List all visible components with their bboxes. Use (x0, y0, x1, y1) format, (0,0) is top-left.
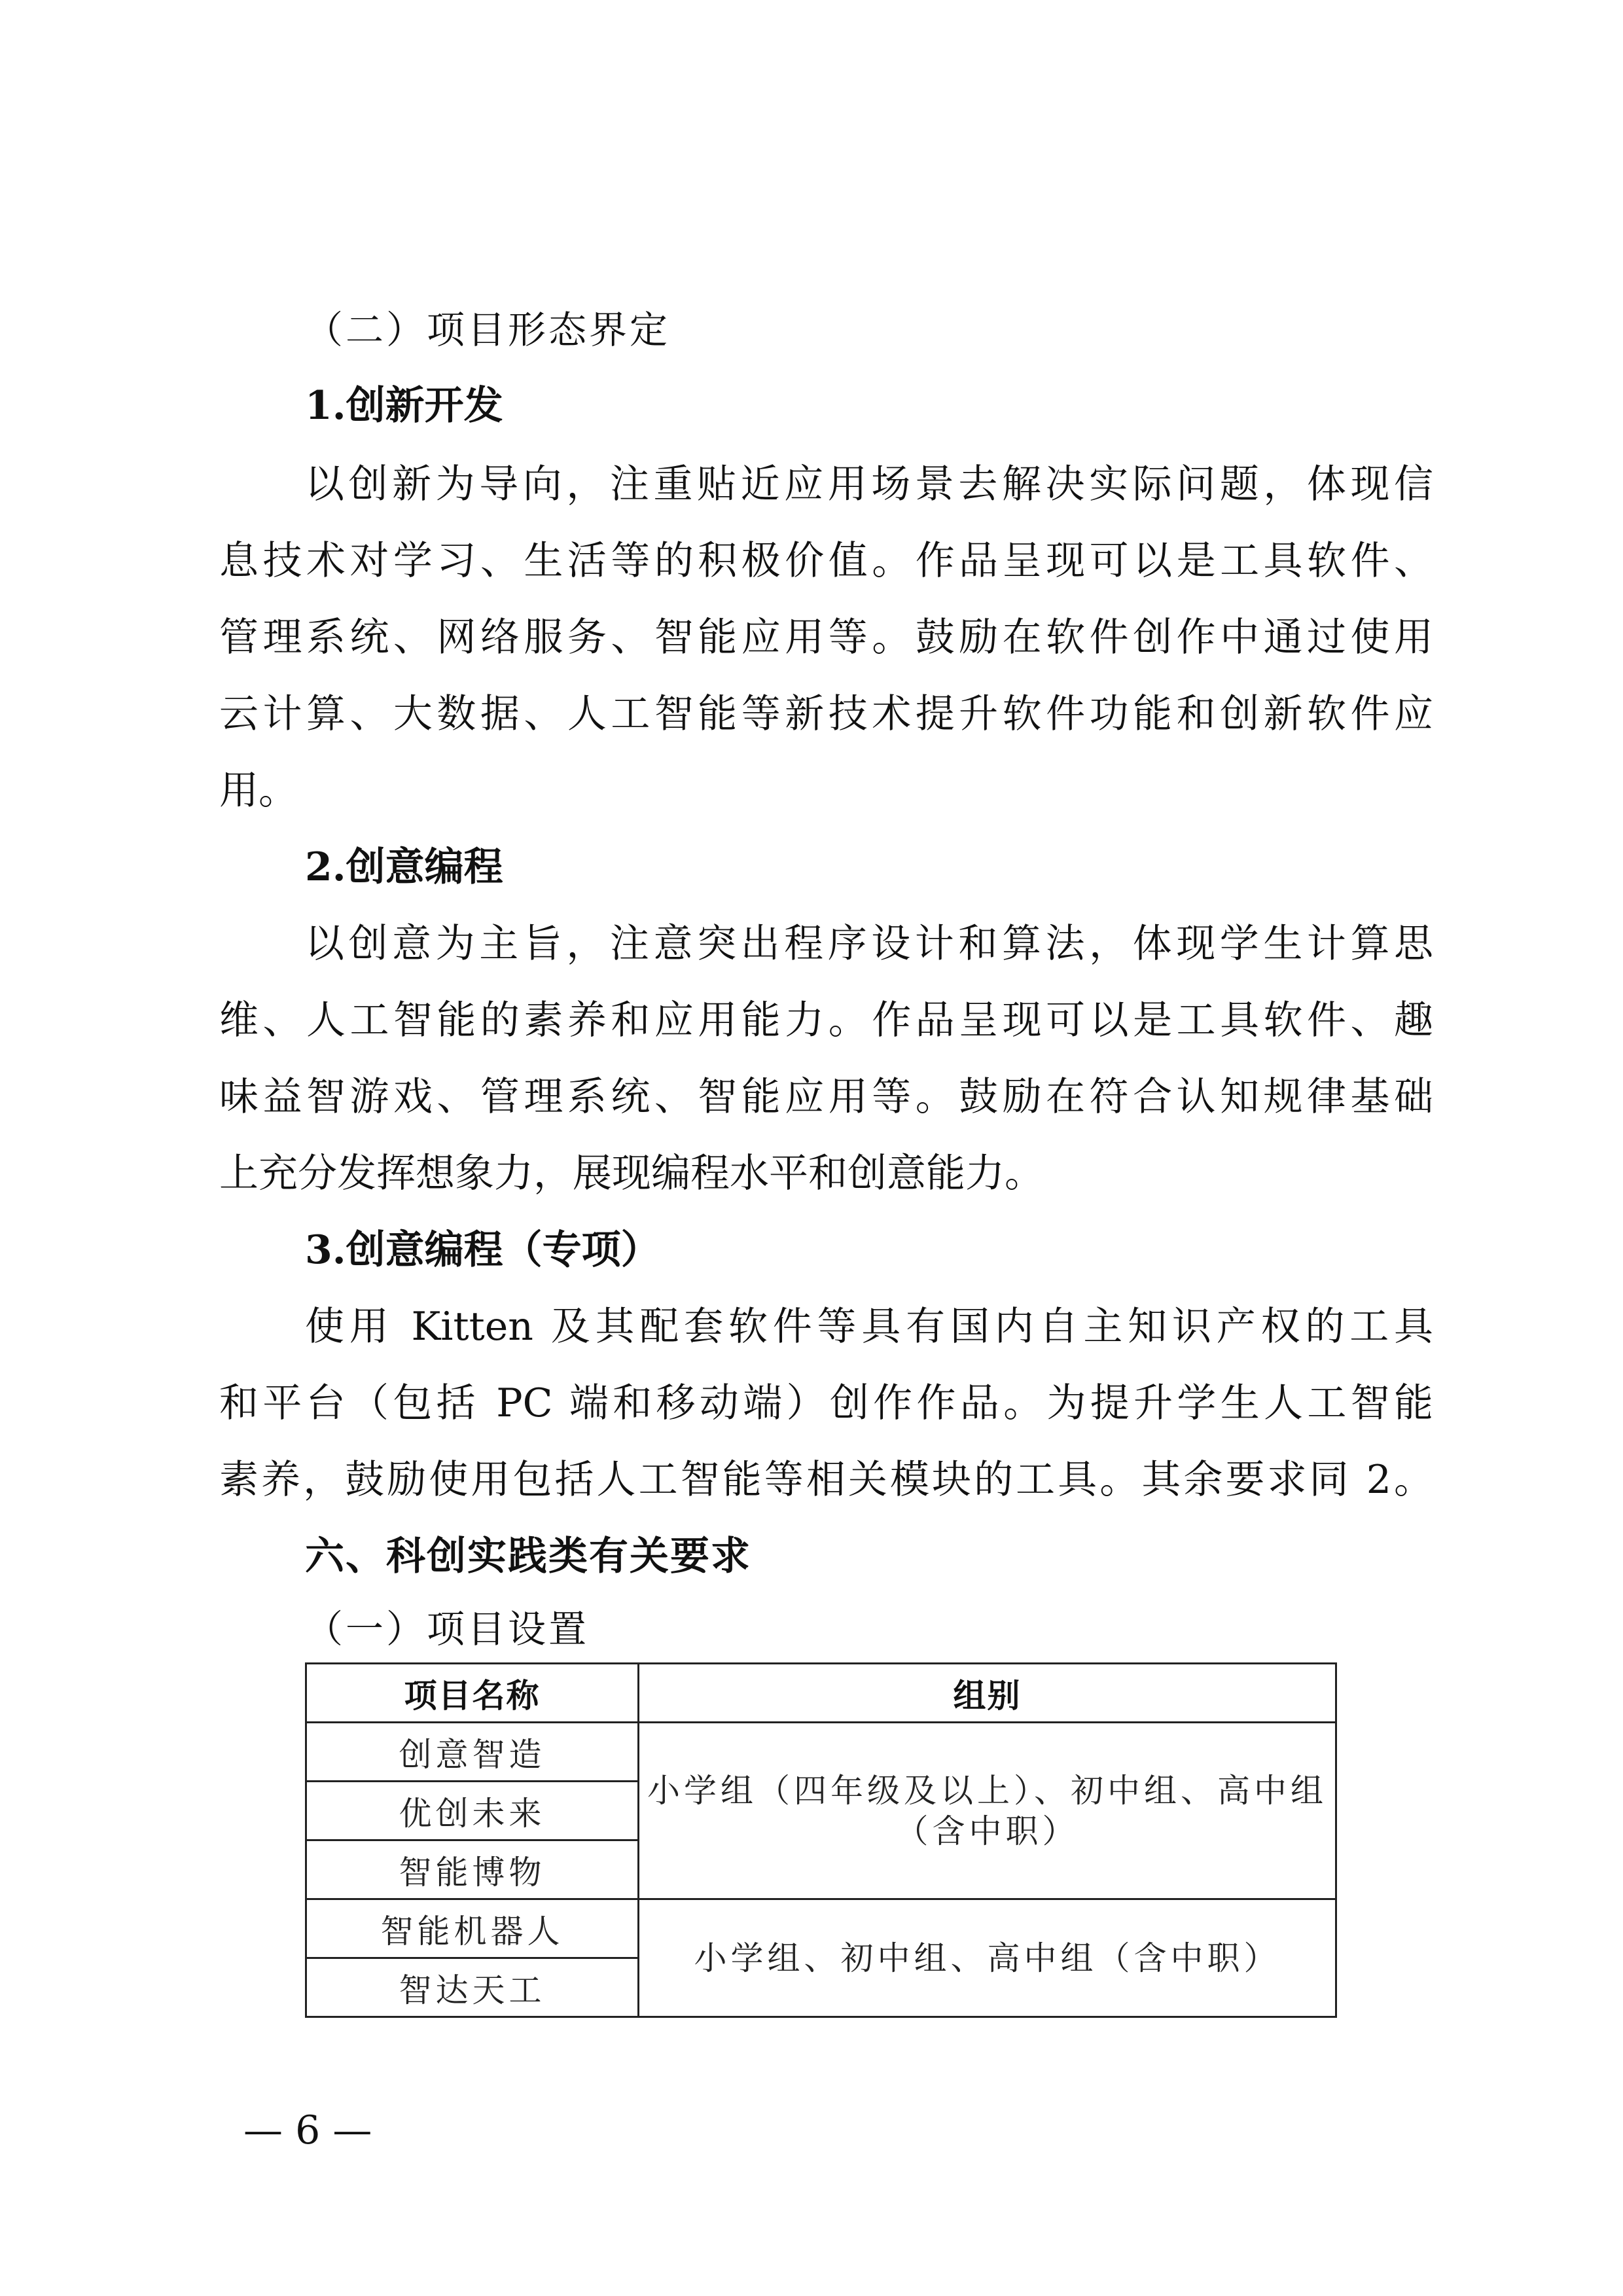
paragraph-line: 素养，鼓励使用包括人工智能等相关模块的工具。其余要求同 2。 (219, 1457, 1433, 1503)
table-row (306, 1723, 1336, 1782)
paragraph-line: 以创意为主旨，注意突出程序设计和算法，体现学生计算思 (305, 921, 1433, 967)
paragraph-line: 用。 (219, 768, 298, 814)
subsection-title-2: （二）项目形态界定 (305, 308, 671, 352)
paragraph-line: 息技术对学习、生活等的积极价值。作品呈现可以是工具软件、 (219, 538, 1433, 584)
paragraph-line: 管理系统、网络服务、智能应用等。鼓励在软件创作中通过使用 (219, 615, 1433, 660)
item-1-title: 1.创新开发 (305, 383, 503, 429)
paragraph-line: 维、人工智能的素养和应用能力。作品呈现可以是工具软件、趣 (219, 997, 1433, 1043)
paragraph-line: 使用 Kitten 及其配套软件等具有国内自主知识产权的工具 (305, 1304, 1433, 1350)
project-name-cell: 创意智造 (306, 1723, 639, 1782)
section-6-title: 六、科创实践类有关要求 (305, 1534, 751, 1579)
header-project-name: 项目名称 (306, 1664, 639, 1723)
paragraph-line: 和平台（包括 PC 端和移动端）创作作品。为提升学生人工智能 (219, 1380, 1433, 1426)
page-number: — 6 — (243, 2108, 372, 2153)
paragraph-line: 以创新为导向，注重贴近应用场景去解决实际问题，体现信 (305, 461, 1433, 507)
project-name-cell: 智能机器人 (306, 1899, 639, 1958)
project-name-cell: 优创未来 (306, 1782, 639, 1840)
paragraph-line: 云计算、大数据、人工智能等新技术提升软件功能和创新软件应 (219, 691, 1433, 737)
project-name-cell: 智达天工 (306, 1958, 639, 2017)
paragraph-line: 上充分发挥想象力，展现编程水平和创意能力。 (219, 1151, 1044, 1196)
group-cell: 小学组（四年级及以上）、初中组、高中组（含中职） (639, 1723, 1336, 1899)
item-3-title: 3.创意编程（专项） (305, 1227, 660, 1273)
project-name-cell: 智能博物 (306, 1840, 639, 1899)
group-cell: 小学组、初中组、高中组（含中职） (639, 1899, 1336, 2017)
subsection-title-1: （一）项目设置 (305, 1607, 590, 1651)
paragraph-line: 味益智游戏、管理系统、智能应用等。鼓励在符合认知规律基础 (219, 1074, 1433, 1120)
header-group: 组别 (639, 1664, 1336, 1723)
item-2-title: 2.创意编程 (305, 844, 503, 890)
project-table (305, 1662, 1337, 2018)
table-header-row (306, 1664, 1336, 1723)
table-row (306, 1899, 1336, 1958)
